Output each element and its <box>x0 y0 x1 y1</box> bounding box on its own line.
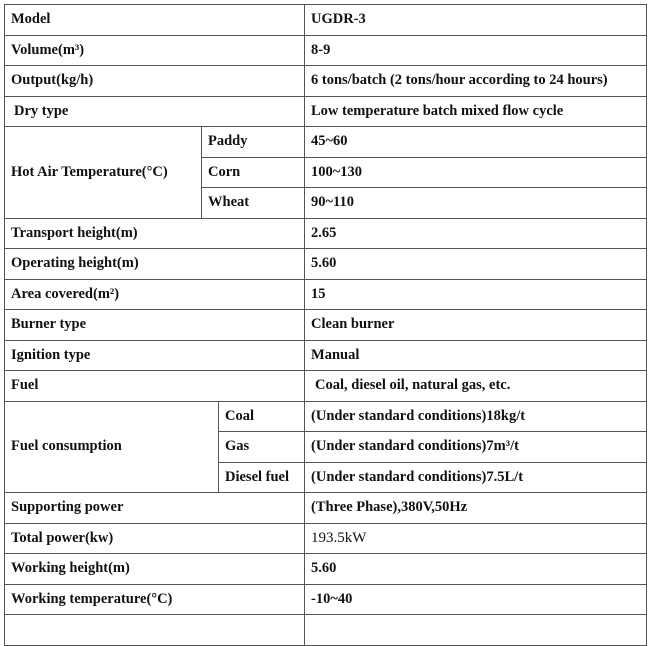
row-value-supporting-power: (Three Phase),380V,50Hz <box>305 493 647 524</box>
row-label-dry-type: Dry type <box>5 96 305 127</box>
row-value-area-covered: 15 <box>305 279 647 310</box>
table-row <box>5 401 647 432</box>
row-label-fuel: Fuel <box>5 371 305 402</box>
row-value-dry-type: Low temperature batch mixed flow cycle <box>305 96 647 127</box>
row-value-working-temperature: -10~40 <box>305 584 647 615</box>
row-label-total-power: Total power(kw) <box>5 523 305 554</box>
row-value-paddy: 45~60 <box>305 127 647 158</box>
table-row <box>5 371 647 402</box>
row-label-working-height: Working height(m) <box>5 554 305 585</box>
row-value-working-height: 5.60 <box>305 554 647 585</box>
table-row <box>5 127 647 158</box>
row-value-operating-height: 5.60 <box>305 249 647 280</box>
sub-label-corn: Corn <box>202 157 305 188</box>
row-value-diesel-fuel: (Under standard conditions)7.5L/t <box>305 462 647 493</box>
spec-table <box>4 4 647 646</box>
row-label-working-temperature: Working temperature(°C) <box>5 584 305 615</box>
row-label-hot-air: Hot Air Temperature(°C) <box>5 127 202 219</box>
table-row-cut-off <box>5 615 647 646</box>
empty-cell <box>5 615 305 646</box>
row-value-burner-type: Clean burner <box>305 310 647 341</box>
table-row <box>5 218 647 249</box>
row-value-wheat: 90~110 <box>305 188 647 219</box>
sub-label-paddy: Paddy <box>202 127 305 158</box>
row-value-fuel: Coal, diesel oil, natural gas, etc. <box>305 371 647 402</box>
table-row <box>5 5 647 36</box>
table-row <box>5 249 647 280</box>
row-label-output: Output(kg/h) <box>5 66 305 97</box>
table-row <box>5 584 647 615</box>
row-value-model: UGDR-3 <box>305 5 647 36</box>
table-row <box>5 35 647 66</box>
row-label-transport-height: Transport height(m) <box>5 218 305 249</box>
table-row <box>5 310 647 341</box>
sub-label-coal: Coal <box>219 401 305 432</box>
row-label-operating-height: Operating height(m) <box>5 249 305 280</box>
row-value-output: 6 tons/batch (2 tons/hour according to 24 hours) <box>305 66 647 97</box>
row-value-coal: (Under standard conditions)18kg/t <box>305 401 647 432</box>
empty-cell <box>305 615 647 646</box>
sub-label-gas: Gas <box>219 432 305 463</box>
row-value-gas: (Under standard conditions)7m³/t <box>305 432 647 463</box>
row-label-model: Model <box>5 5 305 36</box>
row-label-fuel-consumption: Fuel consumption <box>5 401 219 493</box>
row-label-ignition-type: Ignition type <box>5 340 305 371</box>
row-value-transport-height: 2.65 <box>305 218 647 249</box>
table-row <box>5 96 647 127</box>
sub-label-wheat: Wheat <box>202 188 305 219</box>
table-row <box>5 279 647 310</box>
row-value-ignition-type: Manual <box>305 340 647 371</box>
row-label-burner-type: Burner type <box>5 310 305 341</box>
table-row <box>5 66 647 97</box>
row-value-corn: 100~130 <box>305 157 647 188</box>
table-row <box>5 340 647 371</box>
row-label-volume: Volume(m³) <box>5 35 305 66</box>
row-label-supporting-power: Supporting power <box>5 493 305 524</box>
row-value-total-power: 193.5kW <box>305 523 647 554</box>
row-label-area-covered: Area covered(m²) <box>5 279 305 310</box>
table-row <box>5 493 647 524</box>
table-row <box>5 523 647 554</box>
sub-label-diesel-fuel: Diesel fuel <box>219 462 305 493</box>
row-value-volume: 8-9 <box>305 35 647 66</box>
table-row <box>5 554 647 585</box>
